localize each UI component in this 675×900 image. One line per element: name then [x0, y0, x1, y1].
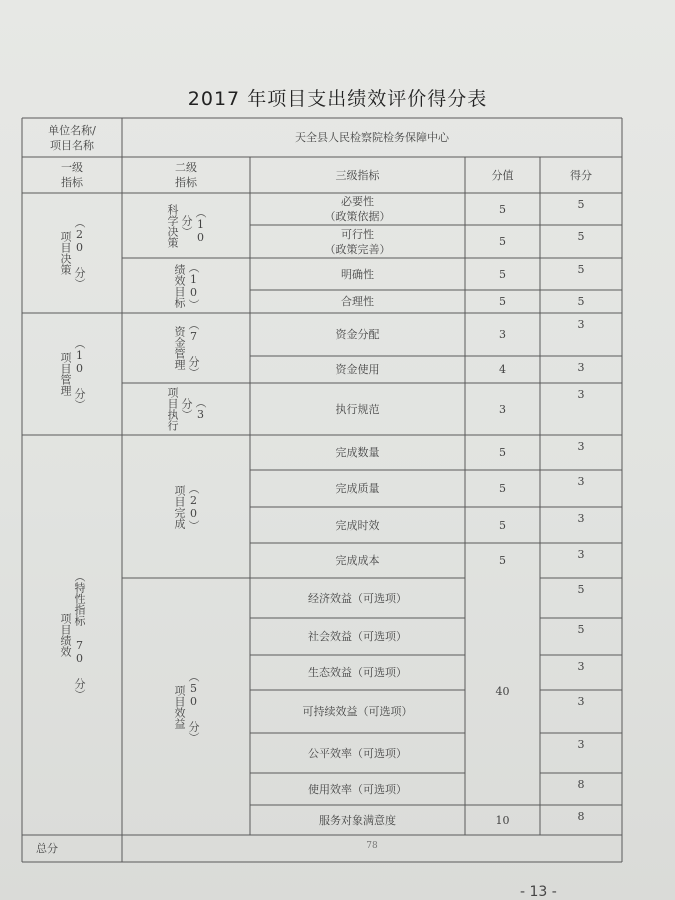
level1-decision-points: （20 分）: [73, 217, 86, 289]
row-points: 4: [499, 363, 506, 376]
level2-name: 资金管理: [173, 326, 186, 370]
unit-label: 单位名称/ 项目名称: [48, 123, 96, 152]
row-points: 5: [499, 446, 506, 459]
row-score: 8: [577, 810, 585, 823]
row-score: 3: [577, 512, 585, 525]
col-header-level2: 二级 指标: [175, 161, 197, 189]
level1-decision: [22, 193, 122, 313]
row-score: 5: [577, 198, 585, 211]
level2-points: （7 分）: [187, 318, 200, 378]
row-score: 3: [577, 738, 585, 751]
row-points: 5: [499, 518, 506, 532]
level1-decision-name: 项目决策: [59, 231, 72, 275]
level1-performance: [22, 435, 122, 835]
col-header-points: 分值: [491, 168, 514, 182]
level3-label: 社会效益（可选项）: [308, 630, 407, 643]
row-score: 5: [577, 230, 585, 243]
row-score: 3: [577, 388, 585, 401]
level2-name: 科学决策: [166, 203, 179, 248]
row-points: 5: [499, 202, 506, 216]
row-score: 5: [577, 623, 585, 636]
row-score: 5: [577, 263, 585, 276]
level2-scientific-decision: [122, 193, 250, 258]
level3-label: 合理性: [341, 295, 374, 308]
level3-label: 执行规范: [335, 402, 380, 416]
total-label: 总分: [36, 842, 58, 855]
level3-label: 必要性 （政策依据）: [324, 195, 391, 223]
row-points: 5: [499, 235, 506, 248]
row-points: 3: [499, 402, 506, 416]
row-score: 3: [577, 475, 585, 488]
level3-label: 明确性: [341, 267, 374, 281]
benefit-points: 40: [495, 685, 510, 698]
row-points: 3: [499, 328, 506, 341]
page-title: 2017 年项目支出绩效评价得分表: [187, 88, 488, 110]
level2-fund-management: [122, 313, 250, 383]
row-score: 8: [577, 778, 585, 791]
level2-points: （3 分）: [180, 397, 207, 421]
row-score: 5: [577, 583, 585, 596]
level3-label: 可行性 （政策完善）: [324, 227, 391, 256]
level2-name: 项目执行: [166, 387, 179, 431]
level3-label: 资金分配: [335, 328, 380, 341]
unit-value: 天全县人民检察院检务保障中心: [295, 131, 449, 144]
row-points: 5: [499, 554, 506, 567]
row-points: 10: [495, 813, 510, 827]
row-score: 3: [577, 660, 585, 673]
level1-performance-points: （特性指标 70 分）: [73, 570, 86, 700]
level2-points: （50 分）: [187, 670, 200, 743]
row-score: 3: [577, 695, 585, 708]
level2-points: （10 分）: [180, 207, 207, 244]
row-score: 3: [577, 361, 585, 374]
level2-performance-target: [122, 258, 250, 313]
page-number: - 13 -: [520, 884, 557, 900]
level1-performance-name: 项目绩效: [59, 613, 72, 657]
col-header-level3: 三级指标: [335, 168, 380, 182]
level2-project-completion: [122, 435, 250, 578]
row-score: 3: [577, 548, 585, 561]
level1-management-points: （10 分）: [73, 338, 86, 410]
level3-label: 可持续效益（可选项）: [302, 705, 413, 718]
level3-label: 经济效益（可选项）: [308, 591, 407, 605]
level3-label: 使用效率（可选项）: [308, 782, 407, 796]
level2-project-execution: [122, 383, 250, 435]
level3-label: 生态效益（可选项）: [308, 666, 407, 679]
row-points: 5: [499, 295, 506, 308]
level3-label: 公平效率（可选项）: [308, 746, 407, 760]
level3-label: 服务对象满意度: [319, 813, 396, 827]
level2-name: 项目完成: [173, 484, 186, 529]
col-header-level1: 一级 指标: [61, 161, 83, 189]
level3-label: 完成数量: [335, 446, 380, 459]
level1-management: [22, 313, 122, 435]
level2-project-benefit: [122, 578, 250, 835]
row-points: 5: [499, 482, 506, 495]
level3-label: 完成质量: [335, 482, 380, 495]
level2-points: （10）: [187, 261, 200, 310]
row-score: 3: [577, 318, 585, 331]
level1-management-name: 项目管理: [59, 352, 72, 396]
level2-name: 项目效益: [173, 684, 186, 729]
row-score: 5: [577, 295, 585, 308]
total-value: 78: [366, 840, 378, 851]
row-points: 5: [499, 267, 506, 281]
row-score: 3: [577, 440, 585, 453]
level2-name: 绩效目标: [173, 263, 186, 308]
level3-label: 资金使用: [335, 363, 380, 376]
level3-label: 完成成本: [335, 554, 380, 567]
level2-points: （20）: [187, 482, 200, 531]
col-header-score: 得分: [570, 168, 592, 182]
level3-label: 完成时效: [335, 518, 380, 532]
